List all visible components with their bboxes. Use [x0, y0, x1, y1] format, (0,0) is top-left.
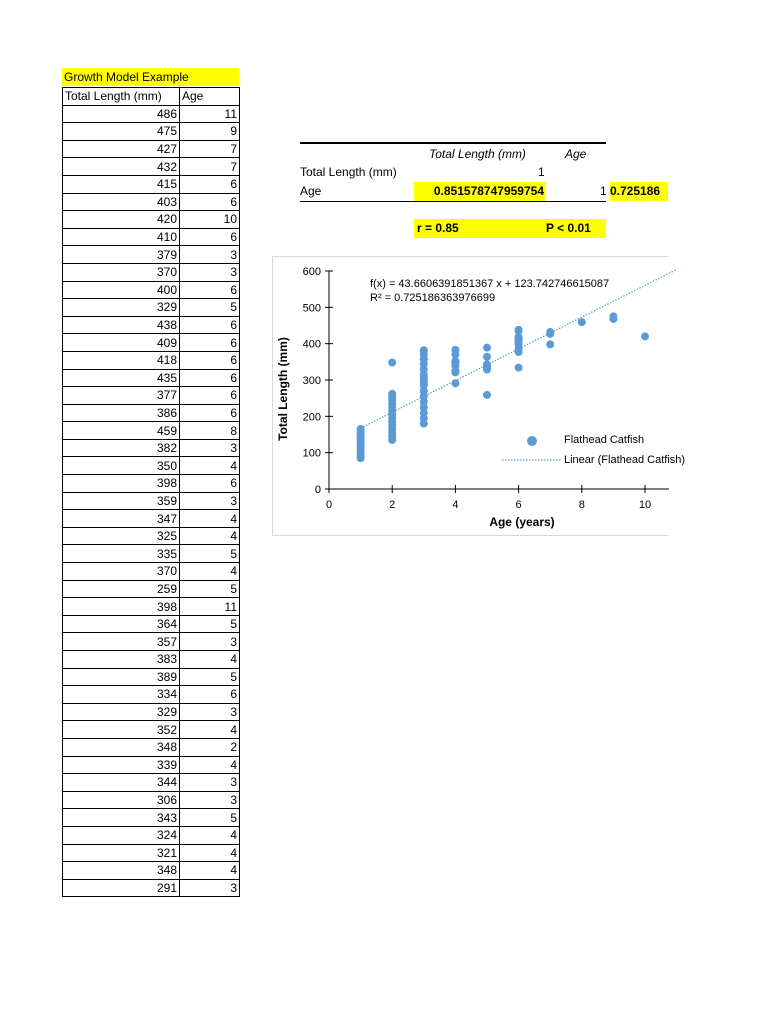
scatter-chart[interactable]: [272, 256, 686, 536]
data-point: [388, 359, 396, 367]
table-row: [63, 369, 240, 387]
y-axis-title: Total Length (mm): [276, 337, 290, 441]
table-row: [63, 475, 240, 493]
table-row: [63, 175, 240, 193]
x-tick-label: 10: [638, 499, 652, 511]
table-row: [63, 598, 240, 616]
r-squared-cell[interactable]: 0.725186: [610, 182, 668, 201]
table-top-rule: [300, 142, 606, 144]
length-cell[interactable]: 259: [63, 580, 180, 598]
age-cell[interactable]: 6: [180, 351, 240, 369]
correlation-row-label[interactable]: Total Length (mm): [300, 165, 397, 179]
correlation-row-length: [300, 163, 606, 182]
data-point: [420, 346, 428, 354]
age-cell[interactable]: 9: [180, 123, 240, 141]
age-cell[interactable]: 11: [180, 105, 240, 123]
length-cell[interactable]: 475: [63, 123, 180, 141]
correlation-col-header-length[interactable]: Total Length (mm): [429, 147, 526, 161]
age-cell[interactable]: 4: [180, 563, 240, 581]
data-point: [483, 360, 491, 368]
table-row: [63, 633, 240, 651]
data-point: [483, 353, 491, 361]
table-row: [63, 158, 240, 176]
data-point: [515, 326, 523, 334]
length-cell[interactable]: 398: [63, 475, 180, 493]
length-cell[interactable]: 344: [63, 774, 180, 792]
age-cell[interactable]: 7: [180, 140, 240, 158]
length-cell[interactable]: 377: [63, 387, 180, 405]
table-row: [63, 862, 240, 880]
data-point: [546, 340, 554, 348]
age-cell[interactable]: 6: [180, 475, 240, 493]
age-cell[interactable]: 2: [180, 738, 240, 756]
length-cell[interactable]: 347: [63, 510, 180, 528]
table-row: [63, 686, 240, 704]
length-cell[interactable]: 435: [63, 369, 180, 387]
length-cell[interactable]: 459: [63, 422, 180, 440]
table-row: [63, 263, 240, 281]
age-cell[interactable]: 4: [180, 826, 240, 844]
age-cell[interactable]: 5: [180, 545, 240, 563]
age-cell[interactable]: 6: [180, 334, 240, 352]
table-row: [63, 721, 240, 739]
correlation-row-age: [300, 182, 606, 201]
age-cell[interactable]: 4: [180, 457, 240, 475]
age-cell[interactable]: 4: [180, 844, 240, 862]
length-cell[interactable]: 335: [63, 545, 180, 563]
length-cell[interactable]: 432: [63, 158, 180, 176]
trendline-r-squared: R² = 0.725186363976699: [370, 292, 496, 304]
p-value-cell[interactable]: P < 0.01: [546, 219, 606, 238]
age-cell[interactable]: 3: [180, 246, 240, 264]
length-cell[interactable]: 321: [63, 844, 180, 862]
age-cell[interactable]: 6: [180, 175, 240, 193]
age-cell[interactable]: 5: [180, 580, 240, 598]
table-row: [63, 826, 240, 844]
age-cell[interactable]: 6: [180, 369, 240, 387]
age-cell[interactable]: 6: [180, 193, 240, 211]
table-header-row: [63, 88, 240, 106]
table-row: [63, 809, 240, 827]
length-cell[interactable]: 359: [63, 492, 180, 510]
legend-label-series: Flathead Catfish: [564, 434, 645, 446]
length-cell[interactable]: 324: [63, 826, 180, 844]
data-point: [515, 364, 523, 372]
table-row: [63, 334, 240, 352]
length-cell[interactable]: 389: [63, 668, 180, 686]
data-point: [357, 425, 365, 433]
table-row: [63, 316, 240, 334]
age-cell[interactable]: 6: [180, 686, 240, 704]
table-row: [63, 615, 240, 633]
length-cell[interactable]: 348: [63, 862, 180, 880]
table-row: [63, 439, 240, 457]
length-cell[interactable]: 348: [63, 738, 180, 756]
length-cell[interactable]: 382: [63, 439, 180, 457]
age-cell[interactable]: 6: [180, 316, 240, 334]
column-header-length[interactable]: Total Length (mm): [63, 88, 180, 106]
table-row: [63, 756, 240, 774]
table-row: [63, 563, 240, 581]
length-cell[interactable]: 438: [63, 316, 180, 334]
age-cell[interactable]: 5: [180, 299, 240, 317]
chart-svg: [273, 257, 686, 537]
trendline-equation: f(x) = 43.6606391851367 x + 123.742746615087: [370, 278, 610, 290]
length-cell[interactable]: 364: [63, 615, 180, 633]
length-cell[interactable]: 350: [63, 457, 180, 475]
age-cell[interactable]: 7: [180, 158, 240, 176]
length-cell[interactable]: 352: [63, 721, 180, 739]
x-tick-label: 8: [578, 499, 585, 511]
correlation-col-header-age[interactable]: Age: [565, 147, 587, 161]
age-cell[interactable]: 5: [180, 615, 240, 633]
chart-legend: [502, 434, 685, 466]
length-cell[interactable]: 427: [63, 140, 180, 158]
table-row: [63, 545, 240, 563]
x-tick-label: 2: [389, 499, 396, 511]
data-point: [483, 391, 491, 399]
data-point: [578, 318, 586, 326]
age-cell[interactable]: 8: [180, 422, 240, 440]
length-cell[interactable]: 306: [63, 791, 180, 809]
length-cell[interactable]: 383: [63, 651, 180, 669]
table-row: [63, 774, 240, 792]
table-row: [63, 140, 240, 158]
y-tick-label: 200: [302, 411, 321, 424]
length-cell[interactable]: 398: [63, 598, 180, 616]
length-cell[interactable]: 329: [63, 703, 180, 721]
table-row: [63, 457, 240, 475]
x-axis-title: Age (years): [489, 515, 555, 529]
age-cell[interactable]: 11: [180, 598, 240, 616]
age-cell[interactable]: 4: [180, 862, 240, 880]
length-cell[interactable]: 409: [63, 334, 180, 352]
correlation-diagonal-cell[interactable]: 1: [600, 184, 607, 198]
table-row: [63, 668, 240, 686]
data-point: [641, 332, 649, 340]
age-cell[interactable]: 3: [180, 263, 240, 281]
x-tick-label: 4: [452, 499, 459, 511]
age-cell[interactable]: 6: [180, 281, 240, 299]
y-tick-label: 400: [302, 338, 321, 351]
table-row: [63, 492, 240, 510]
length-cell[interactable]: 486: [63, 105, 180, 123]
data-point: [483, 344, 491, 352]
age-cell[interactable]: 3: [180, 703, 240, 721]
x-tick-label: 0: [325, 499, 333, 511]
age-cell[interactable]: 3: [180, 791, 240, 809]
table-row: [63, 387, 240, 405]
table-row: [63, 299, 240, 317]
length-cell[interactable]: 329: [63, 299, 180, 317]
age-cell[interactable]: 3: [180, 633, 240, 651]
data-table-body: [63, 105, 240, 897]
table-bottom-rule: [300, 201, 606, 202]
correlation-header-row: [300, 145, 606, 164]
column-header-age[interactable]: Age: [180, 88, 240, 106]
age-cell[interactable]: 3: [180, 774, 240, 792]
y-tick-label: 300: [302, 375, 321, 387]
length-cell[interactable]: 357: [63, 633, 180, 651]
table-row: [63, 422, 240, 440]
age-cell[interactable]: 4: [180, 756, 240, 774]
legend-marker-series: [527, 436, 537, 446]
age-cell[interactable]: 3: [180, 879, 240, 897]
table-row: [63, 879, 240, 897]
y-tick-label: 600: [302, 266, 321, 278]
sheet-title: Growth Model Example: [62, 68, 239, 86]
r-value-cell[interactable]: r = 0.85: [414, 219, 546, 238]
length-cell[interactable]: 339: [63, 756, 180, 774]
age-cell[interactable]: 4: [180, 510, 240, 528]
length-cell[interactable]: 291: [63, 879, 180, 897]
length-cell[interactable]: 403: [63, 193, 180, 211]
age-cell[interactable]: 3: [180, 439, 240, 457]
age-cell[interactable]: 3: [180, 492, 240, 510]
table-row: [63, 211, 240, 229]
table-row: [63, 404, 240, 422]
age-cell[interactable]: 6: [180, 404, 240, 422]
data-table: [62, 87, 240, 897]
data-point: [388, 390, 396, 398]
correlation-coefficient-cell[interactable]: 0.851578747959754: [414, 182, 546, 201]
age-cell[interactable]: 4: [180, 527, 240, 545]
correlation-row-label[interactable]: Age: [300, 184, 322, 198]
length-cell[interactable]: 370: [63, 263, 180, 281]
length-cell[interactable]: 379: [63, 246, 180, 264]
table-row: [63, 510, 240, 528]
length-cell[interactable]: 415: [63, 175, 180, 193]
table-row: [63, 281, 240, 299]
age-cell[interactable]: 4: [180, 651, 240, 669]
length-cell[interactable]: 343: [63, 809, 180, 827]
y-tick-label: 100: [302, 447, 321, 460]
length-cell[interactable]: 400: [63, 281, 180, 299]
data-point: [451, 379, 459, 387]
table-row: [63, 580, 240, 598]
table-row: [63, 193, 240, 211]
table-row: [63, 651, 240, 669]
table-row: [63, 703, 240, 721]
table-row: [63, 351, 240, 369]
age-cell[interactable]: 6: [180, 387, 240, 405]
y-tick-label: 500: [302, 302, 321, 315]
age-cell[interactable]: 5: [180, 809, 240, 827]
table-row: [63, 123, 240, 141]
length-cell[interactable]: 370: [63, 563, 180, 581]
table-row: [63, 791, 240, 809]
y-tick-label: 0: [314, 484, 321, 496]
length-cell[interactable]: 410: [63, 228, 180, 246]
length-cell[interactable]: 386: [63, 404, 180, 422]
correlation-value-cell[interactable]: 1: [538, 165, 545, 179]
length-cell[interactable]: 420: [63, 211, 180, 229]
age-cell[interactable]: 6: [180, 228, 240, 246]
legend-label-trendline: Linear (Flathead Catfish): [564, 454, 686, 466]
age-cell[interactable]: 10: [180, 211, 240, 229]
length-cell[interactable]: 334: [63, 686, 180, 704]
data-point: [451, 346, 459, 354]
table-row: [63, 527, 240, 545]
data-point: [546, 328, 554, 336]
length-cell[interactable]: 418: [63, 351, 180, 369]
table-row: [63, 228, 240, 246]
table-row: [63, 738, 240, 756]
table-row: [63, 105, 240, 123]
age-cell[interactable]: 5: [180, 668, 240, 686]
x-tick-label: 6: [515, 499, 522, 511]
age-cell[interactable]: 4: [180, 721, 240, 739]
table-row: [63, 246, 240, 264]
data-point: [609, 312, 617, 320]
table-row: [63, 844, 240, 862]
length-cell[interactable]: 325: [63, 527, 180, 545]
